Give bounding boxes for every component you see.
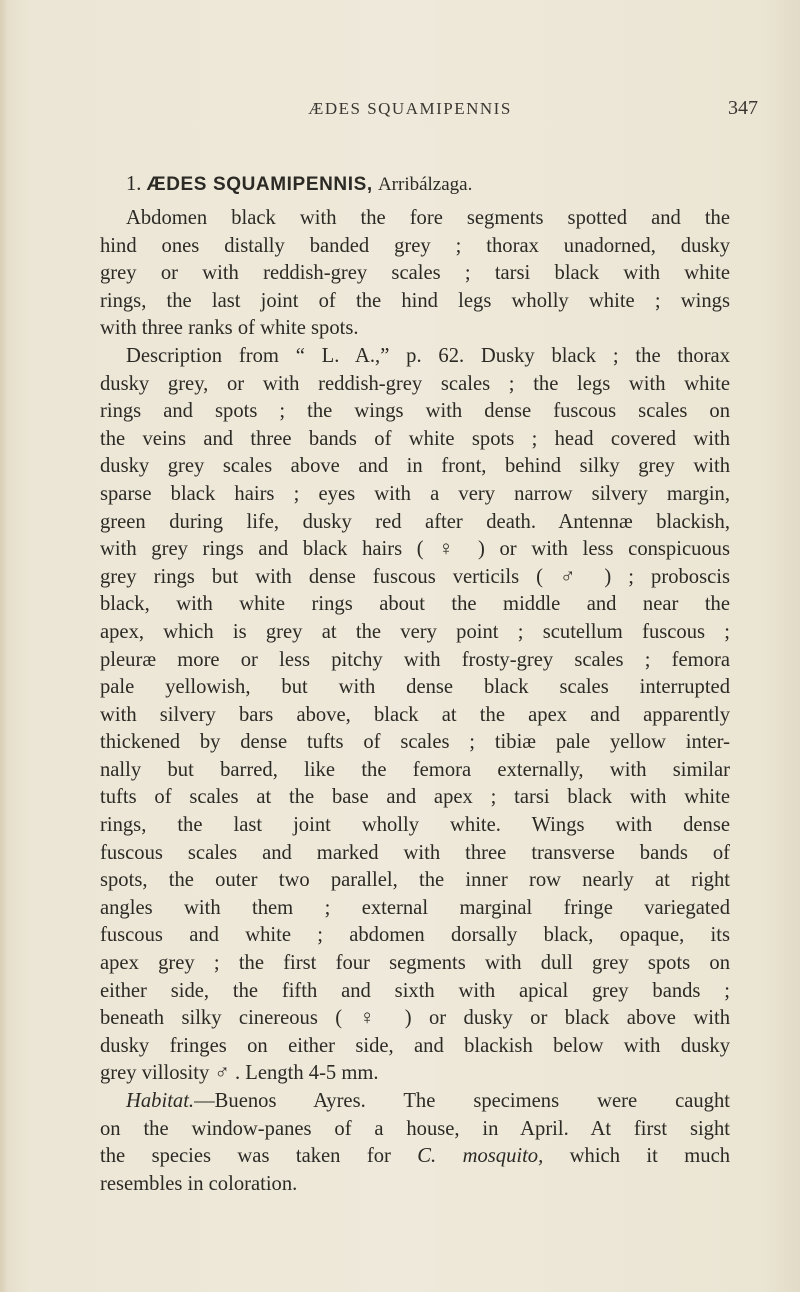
text-line: thickened by dense tufts of scales ; tibiæ pale yellow inter- (100, 731, 730, 754)
text-line: the veins and three bands of white spots ; head covered with (100, 427, 730, 450)
text-line: dusky grey scales above and in front, behind silky grey with (100, 455, 730, 478)
text-line: dusky grey, or with reddish-grey scales ; the legs with white (100, 372, 730, 395)
text-line: pale yellowish, but with dense black scales interrupted (100, 676, 730, 699)
text-line: rings, the last joint of the hind legs wholly white ; wings (100, 289, 730, 312)
text-line: green during life, dusky red after death. Antennæ blackish, (100, 510, 730, 533)
text-line: on the window-panes of a house, in April. At first sight (100, 1117, 730, 1140)
text-line: with silvery bars above, black at the apex and apparently (100, 703, 730, 726)
text-line: Abdomen black with the fore segments spotted and the (126, 207, 730, 229)
running-head-title: ÆDES SQUAMIPENNIS (308, 99, 512, 118)
text-line: with grey rings and black hairs ( ♀ ) or with less conspicuous (100, 538, 730, 561)
text-line: either side, the fifth and sixth with apical grey bands ; (100, 979, 730, 1002)
text-line: grey or with reddish-grey scales ; tarsi black with white (100, 262, 730, 285)
text-line: apex, which is grey at the very point ; scutellum fuscous ; (100, 620, 730, 643)
habitat-label: Habitat. (126, 1090, 195, 1112)
text-line: angles with them ; external marginal fringe variegated (100, 896, 730, 919)
text-line: sparse black hairs ; eyes with a very narrow silvery margin, (100, 482, 730, 505)
text-line: tufts of scales at the base and apex ; tarsi black with white (100, 786, 730, 809)
text-line: grey rings but with dense fuscous verticils ( ♂ ) ; proboscis (100, 565, 730, 588)
species-author: Arribálzaga. (377, 174, 473, 195)
page-edge-shadow (0, 0, 8, 1292)
description-paragraphs (100, 205, 730, 1198)
species-entry (100, 169, 730, 1198)
text-line: nally but barred, like the femora externally, with similar (100, 758, 730, 781)
text-line: beneath silky cinereous ( ♀ ) or dusky or black above with (100, 1007, 730, 1030)
text-line: hind ones distally banded grey ; thorax unadorned, dusky (100, 234, 730, 257)
text-line: resembles in coloration. (100, 1172, 298, 1195)
habitat-text: —Buenos Ayres. The specimens were caught (194, 1090, 730, 1112)
text-fragment: which it much (543, 1145, 731, 1168)
text-line: with three ranks of white spots. (100, 317, 359, 340)
text-line (100, 1143, 730, 1171)
page-number: 347 (728, 97, 758, 119)
text-line: Description from “ L. A.,” p. 62. Dusky black ; the thorax (126, 344, 730, 367)
running-head (60, 99, 760, 125)
text-fragment: the species was taken for (100, 1145, 418, 1168)
text-line: black, with white rings about the middle and near the (100, 593, 730, 616)
species-heading (100, 169, 730, 205)
text-line: pleuræ more or less pitchy with frosty-grey scales ; femora (100, 648, 730, 671)
text-line: fuscous scales and marked with three transverse bands of (100, 841, 730, 864)
text-line: rings and spots ; the wings with dense fuscous scales on (100, 400, 730, 423)
text-line: rings, the last joint wholly white. Wings with dense (100, 814, 730, 837)
text-line: spots, the outer two parallel, the inner row nearly at right (100, 869, 730, 892)
text-line: fuscous and white ; abdomen dorsally black, opaque, its (100, 924, 730, 947)
habitat-line (100, 1088, 730, 1116)
species-name: ÆDES SQUAMIPENNIS, (146, 174, 373, 195)
species-reference: C. mosquito, (417, 1145, 544, 1168)
text-line: apex grey ; the first four segments with dull grey spots on (100, 952, 730, 975)
species-number: 1. (126, 173, 142, 195)
text-line: grey villosity ♂ . Length 4-5 mm. (100, 1062, 379, 1085)
text-line: dusky fringes on either side, and blackish below with dusky (100, 1034, 730, 1057)
